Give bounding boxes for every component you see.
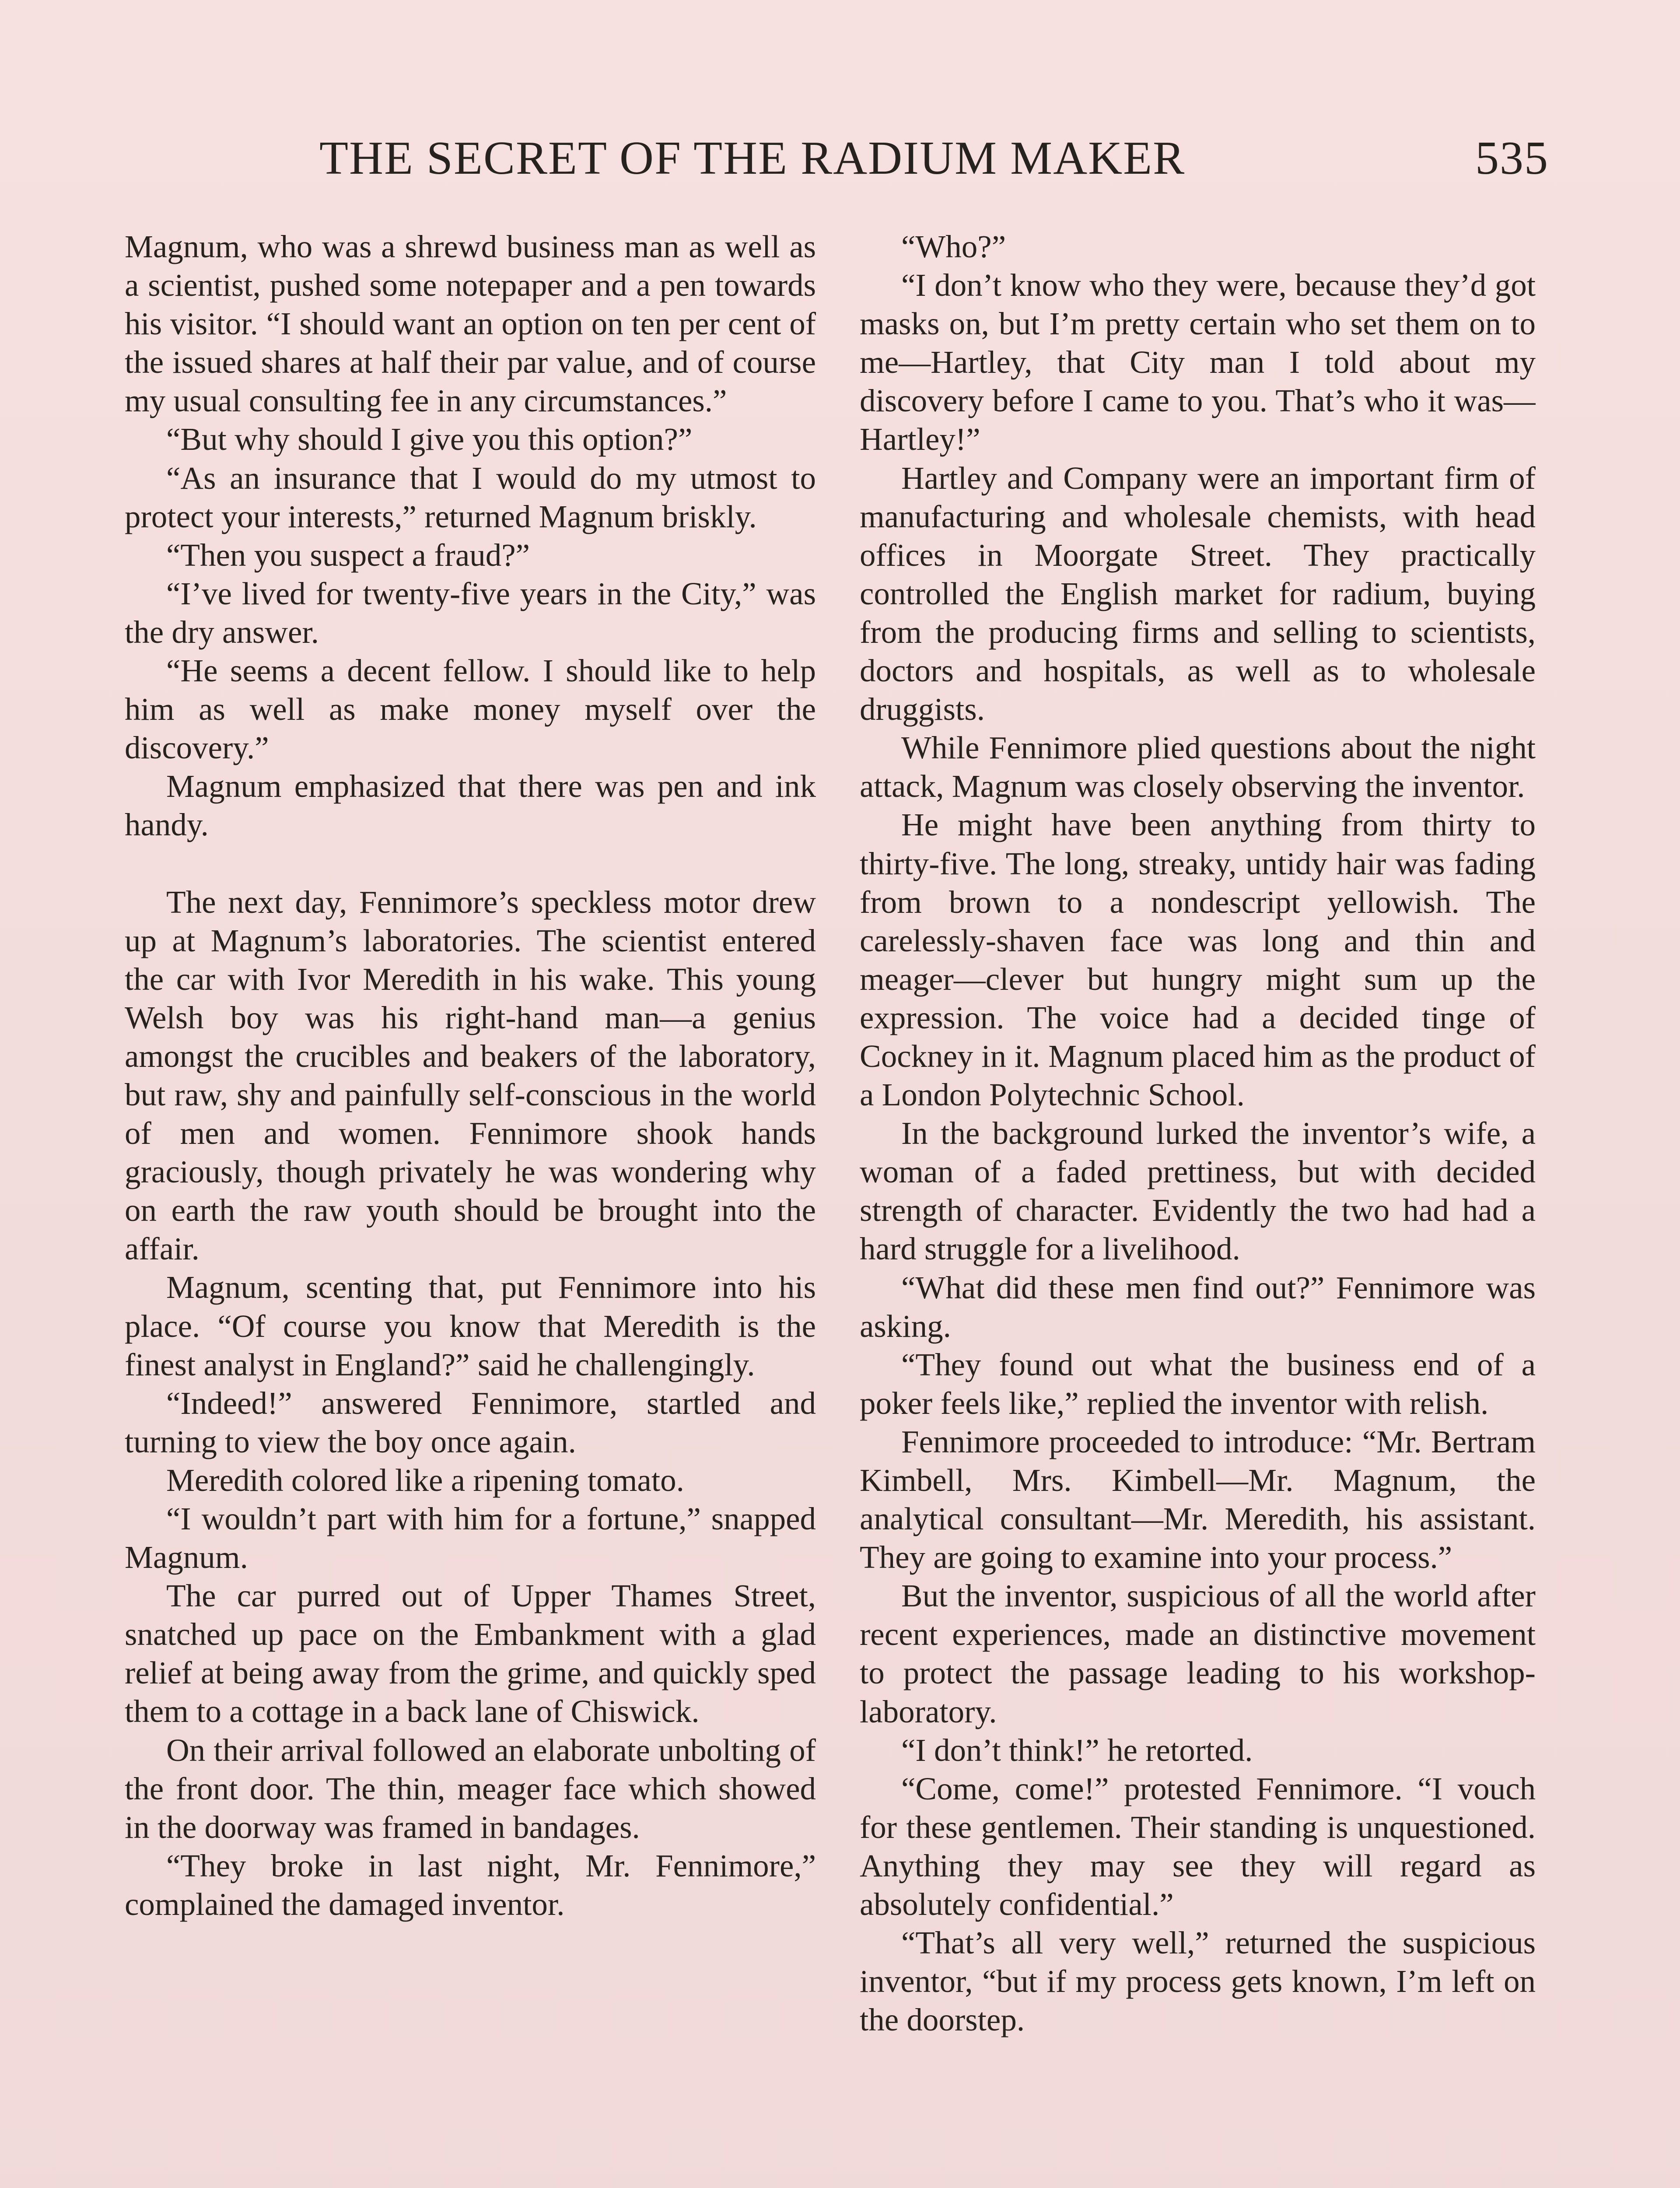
paragraph: “Indeed!” answered Fennimore, startled and turning to view the boy once again. [125, 1385, 816, 1459]
paragraph: “I wouldn’t part with him for a fortune,” snapped Magnum. [125, 1501, 816, 1575]
paragraph: While Fennimore plied questions about the night attack, Magnum was closely observing the inventor. [860, 730, 1536, 804]
paragraph: “Then you suspect a fraud?” [166, 537, 530, 573]
right-text-column [860, 228, 1536, 2188]
running-title: THE SECRET OF THE RADIUM MAKER [319, 132, 1186, 184]
paragraph: Meredith colored like a ripening tomato. [166, 1462, 684, 1498]
paragraph: Magnum, who was a shrewd business man as well as a scientist, pushed some notepaper and a pen towards his visitor. “I should want an option on ten per cent of the issued shares at half their par value, and of course my usual consulting fee in any circumstances.” [125, 229, 816, 419]
paragraph: The car purred out of Upper Thames Street, snatched up pace on the Embankment with a glad relief at being away from the grime, and quickly sped them to a cottage in a back lane of Chiswick. [125, 1578, 816, 1729]
paragraph: Magnum, scenting that, put Fennimore into his place. “Of course you know that Meredith is the finest analyst in England?” said he challengingly. [125, 1269, 816, 1382]
paragraph: He might have been anything from thirty to thirty-five. The long, streaky, untidy hair was fading from brown to a nondescript yellowish. The carelessly-shaven face was long and thin and meager—clever but hungry might sum up the expression. The voice had a decided tinge of Cockney in it. Magnum placed him as the product of a London Polytechnic School. [860, 807, 1536, 1113]
paragraph: “What did these men find out?” Fennimore was asking. [860, 1269, 1536, 1344]
paragraph: But the inventor, suspicious of all the world after recent experiences, made an distinctive movement to protect the passage leading to his workshop-laboratory. [860, 1578, 1536, 1729]
paragraph: “I’ve lived for twenty-five years in the City,” was the dry answer. [125, 575, 816, 650]
left-text-column [125, 228, 816, 2188]
paragraph: The next day, Fennimore’s speckless motor drew up at Magnum’s laboratories. The scientist entered the car with Ivor Meredith in his wake. This young Welsh boy was his right-hand man—a genius amongst the crucibles and beakers of the laboratory, but raw, shy and painfully self-conscious in the world of men and women. Fennimore shook hands graciously, though privately he was wondering why on earth the raw youth should be brought into the affair. [125, 884, 816, 1267]
page-header [306, 131, 1549, 188]
paragraph: In the background lurked the inventor’s wife, a woman of a faded prettiness, but with decided strength of character. Evidently the two had had a hard struggle for a livelihood. [860, 1115, 1536, 1267]
paragraph: “That’s all very well,” returned the suspicious inventor, “but if my process gets known, I’m left on the doorstep. [860, 1925, 1536, 2038]
paragraph: Fennimore proceeded to introduce: “Mr. Bertram Kimbell, Mrs. Kimbell—Mr. Magnum, the analytical consultant—Mr. Meredith, his assistant. They are going to examine into your process.” [860, 1424, 1536, 1575]
paragraph: “I don’t know who they were, because they’d got masks on, but I’m pretty certain who set them on to me—Hartley, that City man I told about my discovery before I came to you. That’s who it was—Hartley!” [860, 267, 1536, 457]
paragraph: “Come, come!” protested Fennimore. “I vouch for these gentlemen. Their standing is unquestioned. Anything they may see they will regard as absolutely confidential.” [860, 1771, 1536, 1922]
paragraph: On their arrival followed an elaborate unbolting of the front door. The thin, meager face which showed in the doorway was framed in bandages. [125, 1732, 816, 1845]
paragraph: Hartley and Company were an important firm of manufacturing and wholesale chemists, with head offices in Moorgate Street. They practically controlled the English market for radium, buying from the producing firms and selling to scientists, doctors and hospitals, as well as to wholesale druggists. [860, 460, 1536, 727]
paragraph: “Who?” [901, 229, 1006, 264]
paragraph: “I don’t think!” he retorted. [901, 1732, 1253, 1768]
paragraph: “But why should I give you this option?” [166, 421, 693, 457]
paragraph: “He seems a decent fellow. I should like to help him as well as make money myself over the discovery.” [125, 653, 816, 766]
paragraph: Magnum emphasized that there was pen and ink handy. [125, 768, 816, 843]
paragraph: “As an insurance that I would do my utmost to protect your interests,” returned Magnum briskly. [125, 460, 816, 534]
page-number: 535 [1475, 132, 1549, 184]
paragraph: “They found out what the business end of a poker feels like,” replied the inventor with relish. [860, 1346, 1536, 1421]
paragraph: “They broke in last night, Mr. Fennimore,” complained the damaged inventor. [125, 1848, 816, 1922]
